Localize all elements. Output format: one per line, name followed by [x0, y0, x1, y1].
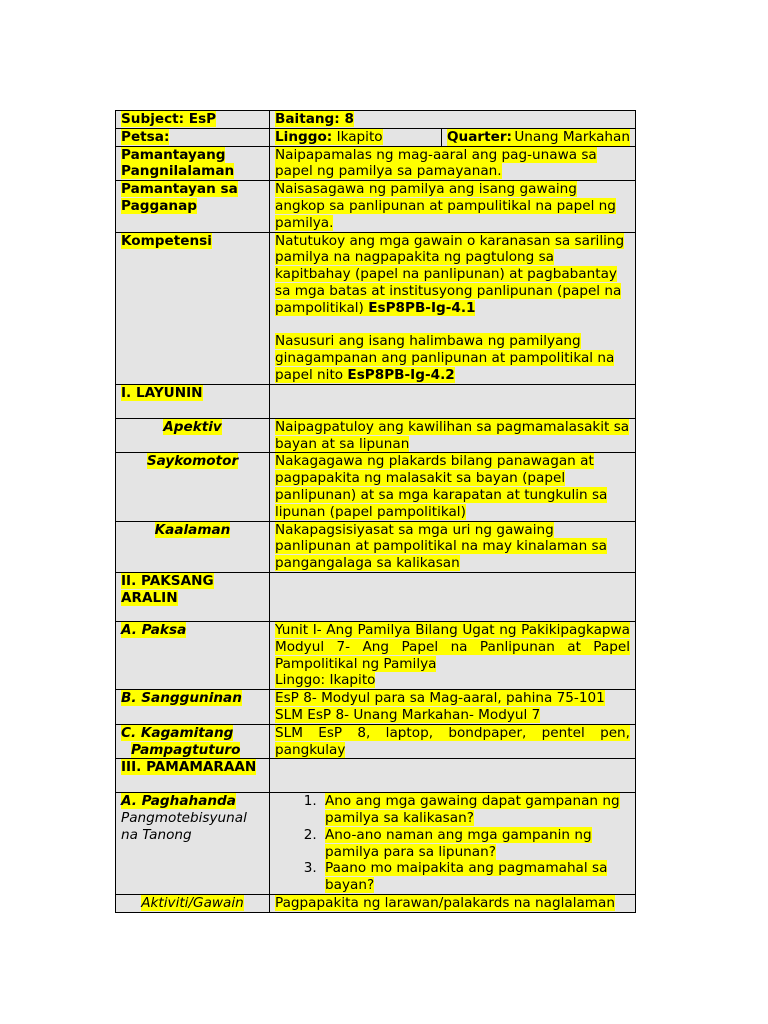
cell-saykomotor-text — [270, 453, 636, 521]
cell-kagamitan-label — [116, 724, 270, 759]
paghahanda-label: A. Paghahanda — [121, 793, 236, 810]
linggo-value: Ikapito — [336, 128, 383, 145]
cell-aktiviti-label — [116, 895, 270, 913]
cell-paghahanda-questions — [270, 793, 636, 895]
kompetensi-item1-text: Natutukoy ang mga gawain o karanasan sa sariling pamilya na nagpapakita ng pagtulong sa kapitbahay (papel na panlipunan) at pagbabantay sa mga batas at institusyong panlipunan (papel na pampolitikal) — [275, 232, 625, 316]
row-aktiviti — [116, 895, 636, 913]
cell-kaalaman-label — [116, 521, 270, 572]
question-item — [321, 827, 630, 861]
motivational-questions-list — [275, 793, 630, 894]
question-text: Ano-ano naman ang mga gampanin ng pamilya para sa lipunan? — [325, 826, 592, 860]
cell-subject — [116, 111, 270, 129]
paksang-aralin-heading-line1: II. PAKSANG — [121, 572, 214, 589]
cell-pangnilalaman-text — [270, 146, 636, 181]
cell-kagamitan-text — [270, 724, 636, 759]
saykomotor-label: Saykomotor — [146, 453, 239, 470]
row-paksang-aralin — [116, 572, 636, 621]
row-kompetensi — [116, 232, 636, 384]
kagamitan-label-line1: C. Kagamitang — [121, 724, 234, 741]
row-subject — [116, 111, 636, 129]
paksa-linggo: Linggo: Ikapito — [275, 672, 376, 689]
paghahanda-sub-line2: na Tanong — [121, 826, 192, 843]
cell-paksang-aralin-heading — [116, 572, 270, 621]
row-paghahanda — [116, 793, 636, 895]
cell-saykomotor-label — [116, 453, 270, 521]
saykomotor-text: Nakagagawa ng plakards bilang panawagan at pagpapakita ng malasakit sa bayan (papel panlipunan) at sa mga karapatan at tungkulin sa lipunan (papel pampolitikal) — [275, 453, 608, 520]
row-kaalaman — [116, 521, 636, 572]
kaalaman-label: Kaalaman — [154, 521, 231, 538]
row-kagamitan — [116, 724, 636, 759]
kompetensi-item2-code: EsP8PB-Ig-4.2 — [347, 366, 455, 383]
sanggunian-line1: EsP 8- Modyul para sa Mag-aaral, pahina 75-101 — [275, 690, 605, 707]
row-pagganap — [116, 181, 636, 232]
question-item — [321, 860, 630, 894]
cell-pamamaraan-empty — [270, 759, 636, 793]
cell-paghahanda-label — [116, 793, 270, 895]
cell-apektiv-text — [270, 418, 636, 453]
cell-paksa-text — [270, 621, 636, 689]
sanggunian-line2: SLM EsP 8- Unang Markahan- Modyul 7 — [275, 706, 541, 723]
subject-label: Subject: EsP — [121, 111, 217, 127]
kompetensi-item1-code: EsP8PB-Ig-4.1 — [368, 299, 476, 316]
cell-paksang-aralin-empty — [270, 572, 636, 621]
pagganap-text: Naisasagawa ng pamilya ang isang gawaing angkop sa panlipunan at pampulitikal na papel ng pamilya. — [275, 181, 616, 231]
kaalaman-text: Nakapagsisiyasat sa mga uri ng gawaing panlipunan at pampolitikal na may kinalaman sa pangangalaga sa kalikasan — [275, 521, 607, 572]
layunin-heading: I. LAYUNIN — [121, 384, 203, 401]
pagganap-label: Pamantayan sa Pagganap — [121, 181, 238, 214]
lesson-plan-table — [115, 110, 636, 913]
cell-pangnilalaman-label — [116, 146, 270, 181]
petsa-label: Petsa: — [121, 128, 170, 145]
row-paksa — [116, 621, 636, 689]
cell-kompetensi-text — [270, 232, 636, 384]
cell-quarter — [442, 128, 636, 146]
aktiviti-text: Pagpapakita ng larawan/palakards na naglalaman — [275, 895, 615, 912]
cell-apektiv-label — [116, 418, 270, 453]
paksang-aralin-heading-line2: ARALIN — [121, 589, 178, 606]
paghahanda-sub-line1: Pangmotebisyunal — [121, 810, 247, 827]
quarter-value: Unang Markahan — [514, 128, 630, 145]
cell-pamamaraan-heading — [116, 759, 270, 793]
cell-pagganap-text — [270, 181, 636, 232]
row-apektiv — [116, 418, 636, 453]
question-text: Ano ang mga gawaing dapat gampanan ng pamilya sa kalikasan? — [325, 793, 620, 827]
pamamaraan-heading: III. PAMAMARAAN — [121, 759, 257, 776]
baitang-label: Baitang: 8 — [275, 111, 354, 127]
paksa-text: Yunit I- Ang Pamilya Bilang Ugat ng Pakikipagkapwa Modyul 7- Ang Papel na Panlipunan at Papel Pampolitikal ng Pamilya — [275, 621, 630, 672]
cell-sanggunian-text — [270, 690, 636, 725]
row-petsa — [116, 128, 636, 146]
cell-sanggunian-label — [116, 690, 270, 725]
kompetensi-label: Kompetensi — [121, 232, 212, 249]
apektiv-text: Naipagpatuloy ang kawilihan sa pagmamalasakit sa bayan at sa lipunan — [275, 418, 630, 452]
cell-aktiviti-text — [270, 895, 636, 913]
pangnilalaman-text: Naipapamalas ng mag-aaral ang pag-unawa sa papel ng pamilya sa pamayanan. — [275, 146, 597, 180]
sanggunian-label: B. Sangguninan — [121, 690, 242, 707]
cell-layunin-empty — [270, 384, 636, 418]
cell-kompetensi-label — [116, 232, 270, 384]
cell-kaalaman-text — [270, 521, 636, 572]
quarter-label: Quarter: — [447, 128, 512, 145]
question-item — [321, 793, 630, 827]
apektiv-label: Apektiv — [163, 418, 222, 435]
aktiviti-label: Aktiviti/Gawain — [141, 895, 244, 912]
row-pamamaraan — [116, 759, 636, 793]
cell-paksa-label — [116, 621, 270, 689]
question-text: Paano mo maipakita ang pagmamahal sa bayan? — [325, 860, 608, 894]
cell-layunin-heading — [116, 384, 270, 418]
row-saykomotor — [116, 453, 636, 521]
linggo-label: Linggo: — [275, 128, 333, 145]
cell-petsa — [116, 128, 270, 146]
pangnilalaman-label: Pamantayang Pangnilalaman — [121, 146, 235, 180]
cell-pagganap-label — [116, 181, 270, 232]
row-pangnilalaman — [116, 146, 636, 181]
paksa-label: A. Paksa — [121, 621, 187, 638]
cell-linggo — [270, 128, 442, 146]
kagamitan-label-line2: Pampagtuturo — [131, 741, 241, 758]
cell-baitang — [270, 111, 636, 129]
kagamitan-text: SLM EsP 8, laptop, bondpaper, pentel pen, pangkulay — [275, 724, 630, 758]
row-layunin — [116, 384, 636, 418]
kompetensi-item2-text: Nasusuri ang isang halimbawa ng pamilyang ginagampanan ang panlipunan at pampolitikal na papel nito — [275, 333, 615, 383]
row-sanggunian — [116, 690, 636, 725]
